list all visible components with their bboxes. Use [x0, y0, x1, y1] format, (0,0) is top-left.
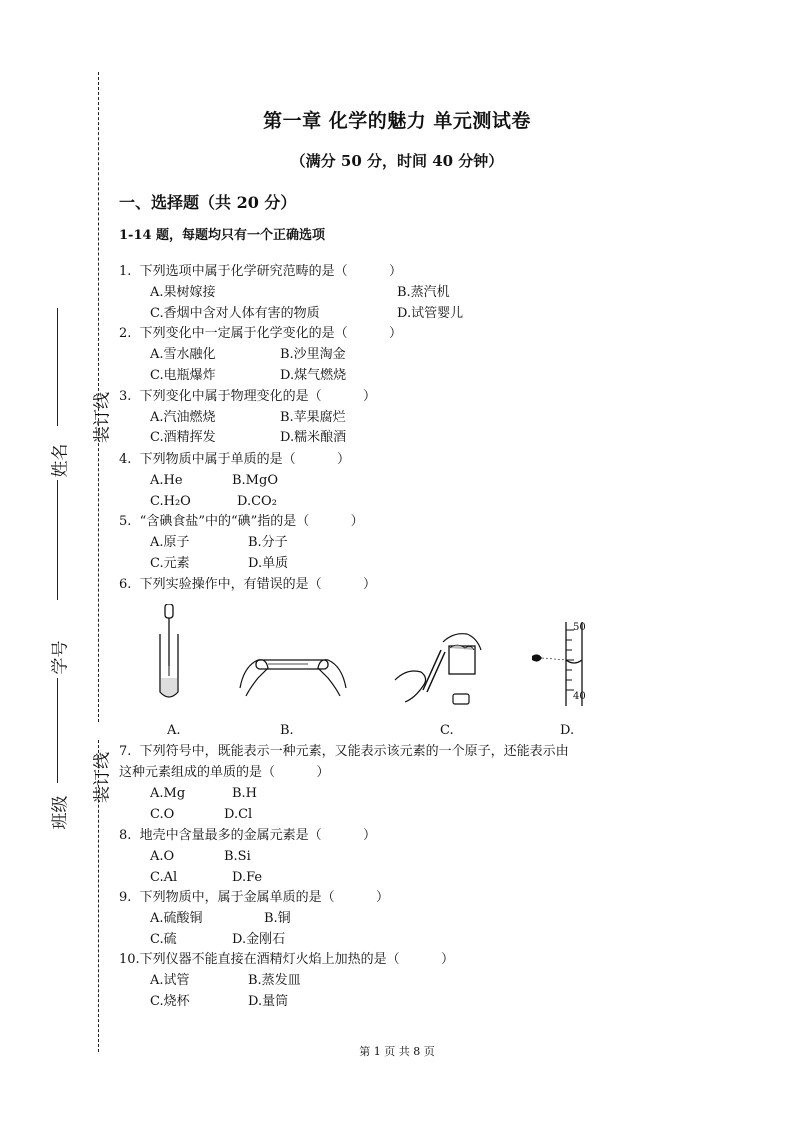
question-9-option-a[interactable]: A.硫酸铜 — [150, 911, 203, 926]
question-4-option-c[interactable]: C.H₂O — [150, 494, 191, 509]
question-6-option-c[interactable]: C. — [440, 723, 454, 738]
question-4-stem: 4. 下列物质中属于单质的是（ ） — [119, 452, 350, 467]
question-7-option-b[interactable]: B.H — [232, 786, 258, 801]
question-6-option-d[interactable]: D. — [560, 723, 575, 738]
question-7-stem-cont: 这种元素组成的单质的是（ ） — [119, 765, 330, 780]
question-8-option-c[interactable]: C.Al — [150, 870, 178, 885]
question-5-stem: 5. “含碘食盐”中的“碘”指的是（ ） — [119, 514, 364, 529]
lab-figure-a-dropper[interactable] — [150, 604, 194, 704]
student-id-field-line — [57, 678, 58, 783]
page-subtitle: （满分 50 分，时间 40 分钟） — [290, 152, 504, 170]
section-heading: 一、选择题（共 20 分） — [119, 193, 297, 212]
question-3-option-a[interactable]: A.汽油燃烧 — [150, 410, 216, 425]
question-8-option-b[interactable]: B.Si — [224, 849, 251, 864]
question-4-option-a[interactable]: A.He — [150, 473, 183, 488]
page-title: 第一章 化学的魅力 单元测试卷 — [263, 110, 531, 132]
question-9-stem: 9. 下列物质中，属于金属单质的是（ ） — [119, 890, 389, 905]
question-2-stem: 2. 下列变化中一定属于化学变化的是（ ） — [119, 326, 402, 341]
question-1-option-c[interactable]: C.香烟中含对人体有害的物质 — [150, 306, 320, 321]
name-field-line-2 — [57, 480, 58, 600]
question-7-option-c[interactable]: C.O — [150, 807, 175, 822]
lab-figure-b-hands-tube[interactable] — [238, 648, 348, 698]
name-field-line — [57, 308, 58, 426]
name-label: 姓名 — [50, 443, 71, 478]
question-9-option-d[interactable]: D.金刚石 — [232, 932, 286, 947]
page-footer: 第 1 页 共 8 页 — [359, 1045, 435, 1058]
question-10-option-d[interactable]: D.量筒 — [248, 994, 289, 1009]
question-8-option-a[interactable]: A.O — [150, 849, 175, 864]
question-7-option-d[interactable]: D.Cl — [224, 807, 253, 822]
question-5-option-b[interactable]: B.分子 — [248, 535, 288, 550]
question-2-option-c[interactable]: C.电瓶爆炸 — [150, 368, 216, 383]
question-6-option-b[interactable]: B. — [280, 723, 294, 738]
question-10-option-a[interactable]: A.试管 — [150, 973, 190, 988]
question-10-option-c[interactable]: C.烧杯 — [150, 994, 190, 1009]
question-10-stem: 10.下列仪器不能直接在酒精灯火焰上加热的是（ ） — [119, 952, 454, 967]
question-1-stem: 1. 下列选项中属于化学研究范畴的是（ ） — [119, 264, 402, 279]
question-5-option-d[interactable]: D.单质 — [248, 556, 289, 571]
class-label: 班级 — [50, 795, 71, 830]
question-4-option-b[interactable]: B.MgO — [232, 473, 278, 488]
question-5-option-a[interactable]: A.原子 — [150, 535, 190, 550]
binding-label-bottom: 装订线 — [92, 752, 113, 803]
question-8-option-d[interactable]: D.Fe — [232, 870, 263, 885]
question-8-stem: 8. 地壳中含量最多的金属元素是（ ） — [119, 828, 376, 843]
question-3-option-b[interactable]: B.苹果腐烂 — [280, 410, 346, 425]
question-1-option-a[interactable]: A.果树嫁接 — [150, 285, 216, 300]
student-id-label: 学号 — [50, 640, 71, 675]
question-3-option-c[interactable]: C.酒精挥发 — [150, 430, 216, 445]
question-1-option-d[interactable]: D.试管婴儿 — [397, 306, 464, 321]
question-2-option-b[interactable]: B.沙里淘金 — [280, 347, 346, 362]
question-9-option-c[interactable]: C.硫 — [150, 932, 177, 947]
question-7-stem: 7. 下列符号中，既能表示一种元素，又能表示该元素的一个原子，还能表示由 — [119, 744, 569, 759]
binding-label-top: 装订线 — [92, 392, 113, 443]
question-7-option-a[interactable]: A.Mg — [150, 786, 186, 801]
question-3-stem: 3. 下列变化中属于物理变化的是（ ） — [119, 389, 376, 404]
question-4-option-d[interactable]: D.CO₂ — [237, 494, 277, 509]
cylinder-scale-top: 50 — [573, 622, 586, 633]
section-instruction: 1-14 题，每题均只有一个正确选项 — [119, 228, 326, 243]
question-3-option-d[interactable]: D.糯米酿酒 — [280, 430, 347, 445]
question-2-option-a[interactable]: A.雪水融化 — [150, 347, 216, 362]
question-6-option-a[interactable]: A. — [167, 723, 181, 738]
lab-figure-d-cylinder[interactable] — [528, 620, 598, 708]
question-6-stem: 6. 下列实验操作中，有错误的是（ ） — [119, 577, 376, 592]
question-9-option-b[interactable]: B.铜 — [264, 911, 291, 926]
question-1-option-b[interactable]: B.蒸汽机 — [397, 285, 450, 300]
question-2-option-d[interactable]: D.煤气燃烧 — [280, 368, 347, 383]
question-5-option-c[interactable]: C.元素 — [150, 556, 190, 571]
cylinder-scale-bottom: 40 — [573, 691, 586, 702]
lab-figure-c-pouring[interactable] — [393, 628, 488, 708]
question-10-option-b[interactable]: B.蒸发皿 — [248, 973, 301, 988]
